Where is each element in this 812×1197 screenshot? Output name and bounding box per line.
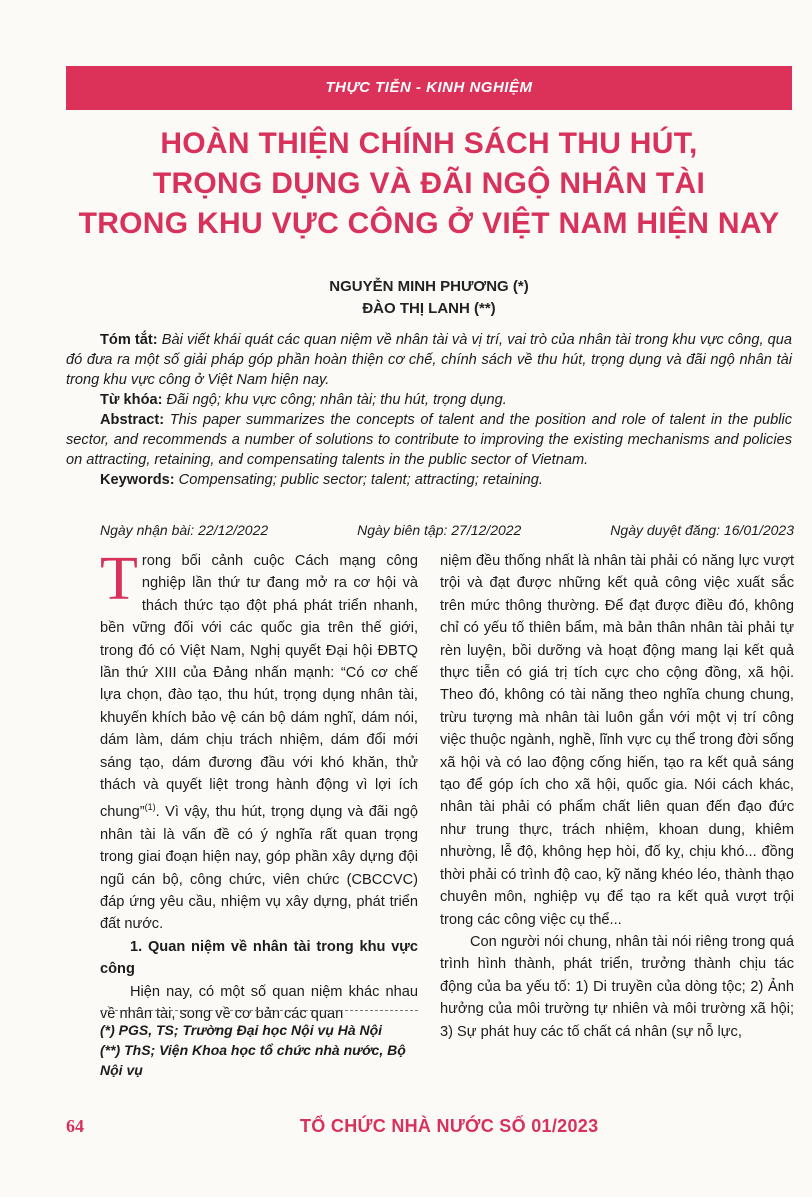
summary-text: Bài viết khái quát các quan niệm về nhân tài và vị trí, vai trò của nhân tài trong khu vực công, qua đó đưa ra một số giải pháp góp phần hoàn thiện cơ chế, chính sách về thu hút, trọng dụng và đãi ngộ nhân tài trong khu vực công ở Việt Nam hiện nay.: [66, 332, 793, 388]
keywords-vi: [66, 390, 792, 410]
authors: [66, 276, 792, 320]
author-2: ĐÀO THỊ LANH (**): [362, 300, 496, 317]
right-paragraph-2: Con người nói chung, nhân tài nói riêng trong quá trình hình thành, phát triển, trưởng thành chịu tác động của ba yếu tố: 1) Di truyền của dòng tộc; 2) Ảnh hưởng của môi trường tự nhiên và môi trường xã hội; 3) Sự phát huy các tố chất cá nhân (sự nỗ lực,: [440, 933, 794, 1040]
abstract-en-label: Abstract:: [100, 412, 165, 428]
section-banner: THỰC TIỄN - KINH NGHIỆM: [66, 66, 792, 110]
title-line-2: TRỌNG DỤNG VÀ ĐÃI NGỘ NHÂN TÀI: [152, 167, 706, 200]
footnote-1: (*) PGS, TS; Trường Đại học Nội vụ Hà Nội: [100, 1022, 383, 1038]
footnote-ref: (1): [144, 802, 156, 813]
abstract-en-text: This paper summarizes the concepts of talent and the position and role of talent in the public sector, and recommends a number of solutions to contribute to improving the existing mechanisms and policies on attracting, retaining, and compensating talents in the public sector of Vietnam.: [66, 412, 792, 468]
abstract-en: [66, 410, 792, 470]
body-column-right: [440, 550, 794, 1043]
journal-name: TỔ CHỨC NHÀ NƯỚC SỐ 01/2023: [300, 1116, 599, 1136]
section-heading-1: 1. Quan niệm về nhân tài trong khu vực công: [100, 938, 418, 978]
intro-cont: . Vì vậy, thu hút, trọng dụng và đãi ngộ nhân tài là vấn đề có ý nghĩa rất quan trọng trong giai đoạn hiện nay, góp phần xây dựng đội ngũ cán bộ, công chức, viên chức (CBCCVC) đáp ứng yêu cầu, nhiệm vụ xây dựng, phát triển đất nước.: [100, 804, 418, 933]
right-paragraph-1: niệm đều thống nhất là nhân tài phải có năng lực vượt trội và đạt được những kết quả công việc xuất sắc trên mức thông thường. Để đạt được điều đó, không chỉ có yếu tố thiên bẩm, mà bản thân nhân tài phải tự rèn luyện, bồi dưỡng và hoạt động mang lại kết quả thực tiễn có giá trị tích cực cho cộng đồng, xã hội. Theo đó, không có tài năng theo nghĩa chung chung, trừu tượng mà nhân tài luôn gắn với một vị trí công việc thuộc ngành, nghề, lĩnh vực cụ thể trong đời sống xã hội và có lao động cống hiến, tạo ra kết quả sáng tạo để góp ích cho xã hội, quốc gia. Nói cách khác, nhân tài phải có phẩm chất liên quan đến đạo đức như trung thực, trách nhiệm, khoan dung, khiêm nhường, lễ độ, không hẹp hòi, đố kỵ, chịu khó... đồng thời phải có trình độ cao, kỹ năng khéo léo, thành thạo chuyên môn, nghiệp vụ để tạo ra kết quả vượt trội trong các công việc cụ thể...: [440, 553, 794, 928]
keywords-en: [66, 470, 792, 490]
intro-text: rong bối cảnh cuộc Cách mạng công nghiệp lần thứ tư đang mở ra cơ hội và thách thức tạo đột phá phát triển nhanh, bền vững đối với các quốc gia trên thế giới, trong đó có Việt Nam, Nghị quyết Đại hội ĐBTQ lần thứ XIII của Đảng nhấn mạnh: “Có cơ chế lựa chọn, đào tạo, thu hút, trọng dụng nhân tài, khuyến khích bảo vệ cán bộ dám nghĩ, dám nói, dám làm, dám chịu trách nhiệm, dám đổi mới sáng tạo, dám đương đầu với khó khăn, thử thách và quyết liệt trong hành động vì lợi ích chung”: [100, 553, 418, 821]
article-dates: [100, 522, 794, 538]
article-title: [66, 124, 792, 244]
keywords-en-label: Keywords:: [100, 472, 175, 488]
abstract-block: [66, 330, 792, 490]
page-number: 64: [66, 1116, 84, 1136]
keywords-vi-label: Từ khóa:: [100, 392, 163, 408]
footnote-divider: [100, 1010, 418, 1011]
keywords-en-text: Compensating; public sector; talent; attracting; retaining.: [174, 472, 543, 488]
title-line-1: HOÀN THIỆN CHÍNH SÁCH THU HÚT,: [160, 127, 698, 160]
keywords-vi-text: Đãi ngộ; khu vực công; nhân tài; thu hút, trọng dụng.: [162, 392, 507, 408]
intro-paragraph: [100, 545, 418, 936]
footnotes: [100, 1020, 418, 1080]
summary-vi: [66, 330, 792, 390]
date-approved: Ngày duyệt đăng: 16/01/2023: [610, 522, 794, 538]
summary-label: Tóm tắt:: [100, 332, 158, 348]
author-1: NGUYỄN MINH PHƯƠNG (*): [329, 278, 529, 295]
left-paragraph-2: Hiện nay, có một số quan niệm khác nhau về nhân tài, song về cơ bản các quan: [100, 983, 418, 1022]
date-edited: Ngày biên tập: 27/12/2022: [357, 522, 522, 538]
dropcap: T: [100, 545, 138, 613]
body-column-left: [100, 545, 418, 1025]
title-line-3: TRONG KHU VỰC CÔNG Ở VIỆT NAM HIỆN NAY: [78, 207, 780, 240]
date-received: Ngày nhận bài: 22/12/2022: [100, 522, 269, 538]
footnote-2: (**) ThS; Viện Khoa học tổ chức nhà nước, Bộ Nội vụ: [100, 1042, 406, 1078]
